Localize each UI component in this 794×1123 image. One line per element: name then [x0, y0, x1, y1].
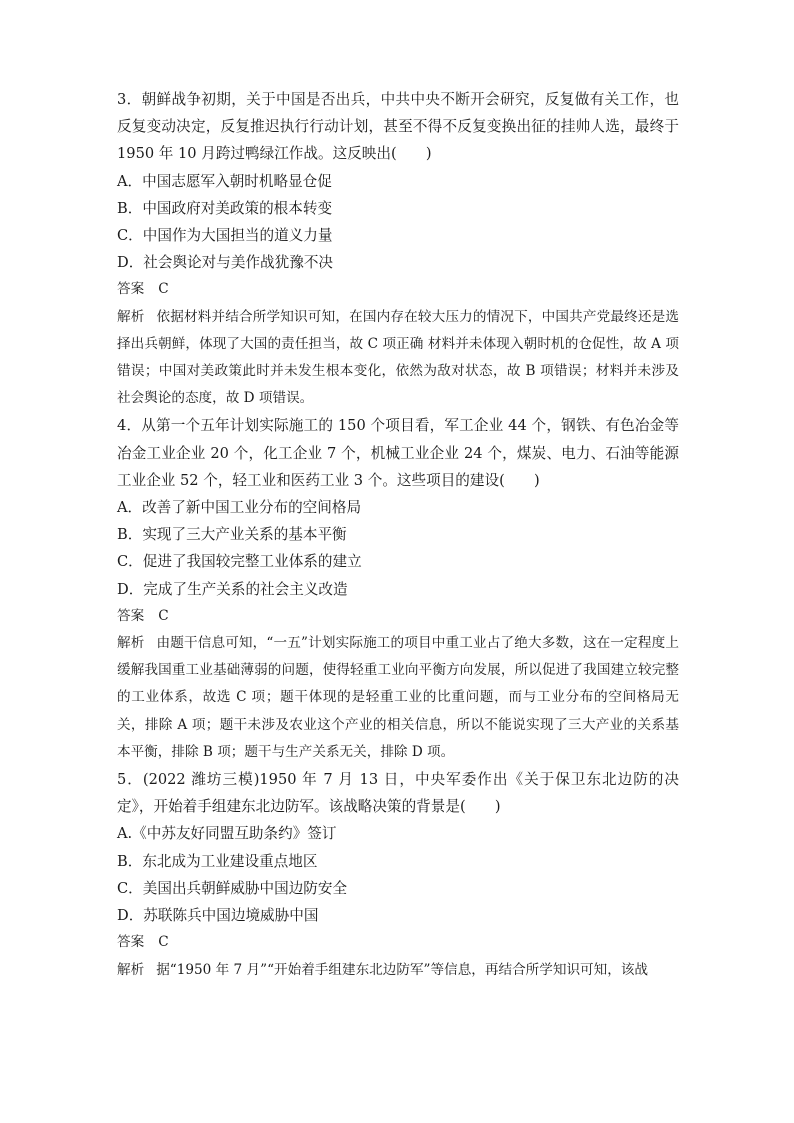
question-4 [117, 412, 679, 766]
question-stem: 5．(2022 潍坊三模)1950 年 7 月 13 日，中央军委作出《关于保卫东北边防的决定》，开始着手组建东北边防军。该战略决策的背景是( ) [117, 771, 679, 816]
explanation-text: 由题干信息可知，“一五”计划实际施工的项目中重工业占了绝大多数，这在一定程度上缓解我国重工业基础薄弱的问题，使得轻重工业向平衡方向发展，所以促进了我国建立较完整的工业体系，故选 C 项；题干体现的是轻重工业的比重问题，而与工业分布的空间格局无关，排除 A 项；题干未涉及农业这个产业的相关信息，所以不能说实现了三大产业的关系基本平衡，排除 B 项；题干与生产关系无关，排除 D 项。 [117, 635, 679, 760]
explanation [117, 304, 679, 413]
answer-value: C [158, 934, 169, 951]
answer-line [117, 929, 679, 956]
option-b: B．东北成为工业建设重点地区 [117, 852, 318, 870]
option-d: D．社会舆论对与美作战犹豫不决 [117, 254, 334, 272]
explanation [117, 630, 679, 766]
document-page [117, 86, 679, 984]
answer-line [117, 603, 679, 630]
question-stem: 3．朝鲜战争初期，关于中国是否出兵，中共中央不断开会研究，反复做有关工作，也反复变动决定，反复推迟执行行动计划，甚至不得不反复变换出征的挂帅人选，最终于 1950 年 10 月跨过鸭绿江作战。这反映出( ) [117, 91, 679, 163]
option-a: A.《中苏友好同盟互助条约》签订 [117, 825, 337, 843]
explanation-label: 解析 [117, 961, 145, 978]
explanation-text: 据“1950 年 7 月”“开始着手组建东北边防军”等信息，再结合所学知识可知，该战 [156, 961, 649, 978]
answer-label: 答案 [117, 934, 145, 951]
option-c: C．美国出兵朝鲜威胁中国边防安全 [117, 879, 348, 897]
option-d: D．苏联陈兵中国边境威胁中国 [117, 907, 319, 925]
option-b: B．中国政府对美政策的根本转变 [117, 199, 333, 217]
option-c: C．促进了我国较完整工业体系的建立 [117, 553, 362, 571]
answer-label: 答案 [117, 281, 145, 298]
question-3 [117, 86, 679, 412]
question-stem: 4．从第一个五年计划实际施工的 150 个项目看，军工企业 44 个，钢铁、有色冶金等冶金工业企业 20 个，化工企业 7 个，机械工业企业 24 个，煤炭、电力、石油等能源工业企业 52 个，轻工业和医药工业 3 个。这些项目的建设( ) [117, 417, 679, 489]
option-a: A．改善了新中国工业分布的空间格局 [117, 499, 362, 517]
explanation [117, 957, 679, 984]
answer-value: C [158, 281, 169, 298]
explanation-text: 依据材料并结合所学知识可知，在国内存在较大压力的情况下，中国共产党最终还是选择出兵朝鲜，体现了大国的责任担当，故 C 项正确 材料并未体现入朝时机的仓促性，故 A 项错误；中国对美政策此时并未发生根本变化，依然为敌对状态，故 B 项错误；材料并未涉及社会舆论的态度，故 D 项错误。 [117, 308, 680, 407]
answer-value: C [158, 607, 169, 624]
option-d: D．完成了生产关系的社会主义改造 [117, 580, 348, 598]
explanation-label: 解析 [117, 635, 145, 652]
option-a: A．中国志愿军入朝时机略显仓促 [117, 172, 332, 190]
question-5 [117, 766, 679, 984]
explanation-label: 解析 [117, 308, 145, 325]
option-b: B．实现了三大产业关系的基本平衡 [117, 526, 347, 544]
option-c: C．中国作为大国担当的道义力量 [117, 227, 333, 245]
answer-label: 答案 [117, 607, 145, 624]
answer-line [117, 276, 679, 303]
